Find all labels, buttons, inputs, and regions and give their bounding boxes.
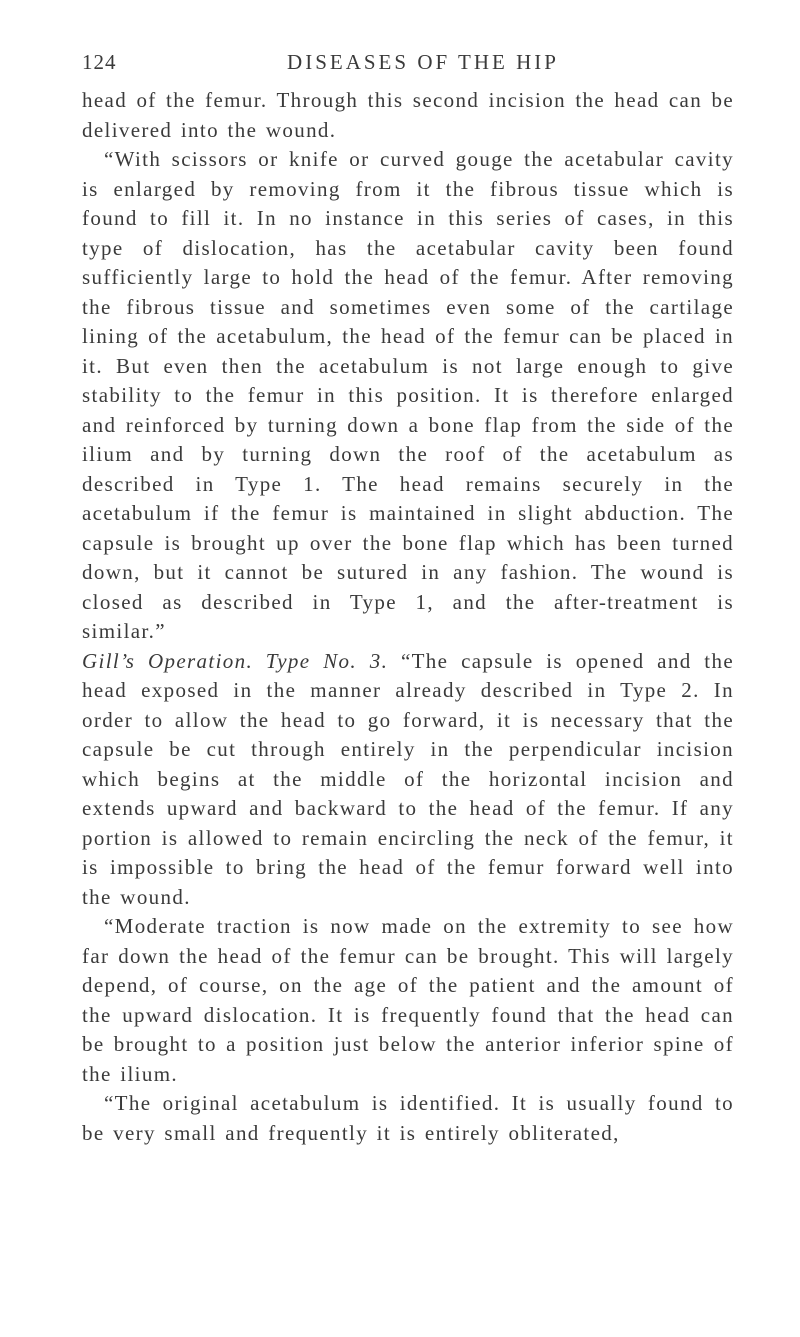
section-title: Gill’s Operation. Type No. 3. [82,648,389,673]
paragraph-1: head of the femur. Through this second incision the head can be delivered into the wound. [82,88,734,142]
page-number: 124 [82,50,117,74]
book-page [82,40,734,1148]
paragraph-3 [82,647,734,913]
body-text [82,86,734,1148]
running-head [82,40,734,80]
book-title: DISEASES OF THE HIP [287,50,559,74]
paragraph-3-text: “The capsule is opened and the head exposed in the manner already described in Type 2. In order to allow the head to go forward, it is necessary that the capsule be cut through entirely in the perpendicular incision which begins at the middle of the horizontal incision and extends upward and backward to the head of the femur. If any portion is allowed to remain encircling the neck of the femur, it is impossible to bring the head of the femur forward well into the wound. [82,648,735,909]
paragraph-4: “Moderate traction is now made on the extremity to see how far down the head of the femur can be brought. This will largely depend, of course, on the age of the patient and the amount of the upward dislocation. It is frequently found that the head can be brought to a position just below the anterior inferior spine of the ilium. [82,914,734,1086]
paragraph-5: “The original acetabulum is identified. It is usually found to be very small and frequently it is entirely obliterated, [82,1091,734,1145]
paragraph-2: “With scissors or knife or curved gouge the acetabular cavity is enlarged by removing from it the fibrous tissue which is found to fill it. In no instance in this series of cases, in this type of dislocation, has the acetabular cavity been found sufficiently large to hold the head of the femur. After removing the fibrous tissue and sometimes even some of the cartilage lining of the acetabulum, the head of the femur can be placed in it. But even then the acetabulum is not large enough to give stability to the femur in this position. It is therefore enlarged and reinforced by turning down a bone flap from the side of the ilium and by turning down the roof of the acetabulum as described in Type 1. The head remains securely in the acetabulum if the femur is maintained in slight abduction. The capsule is brought up over the bone flap which has been turned down, but it cannot be sutured in any fashion. The wound is closed as described in Type 1, and the after-treatment is similar.” [82,147,734,643]
